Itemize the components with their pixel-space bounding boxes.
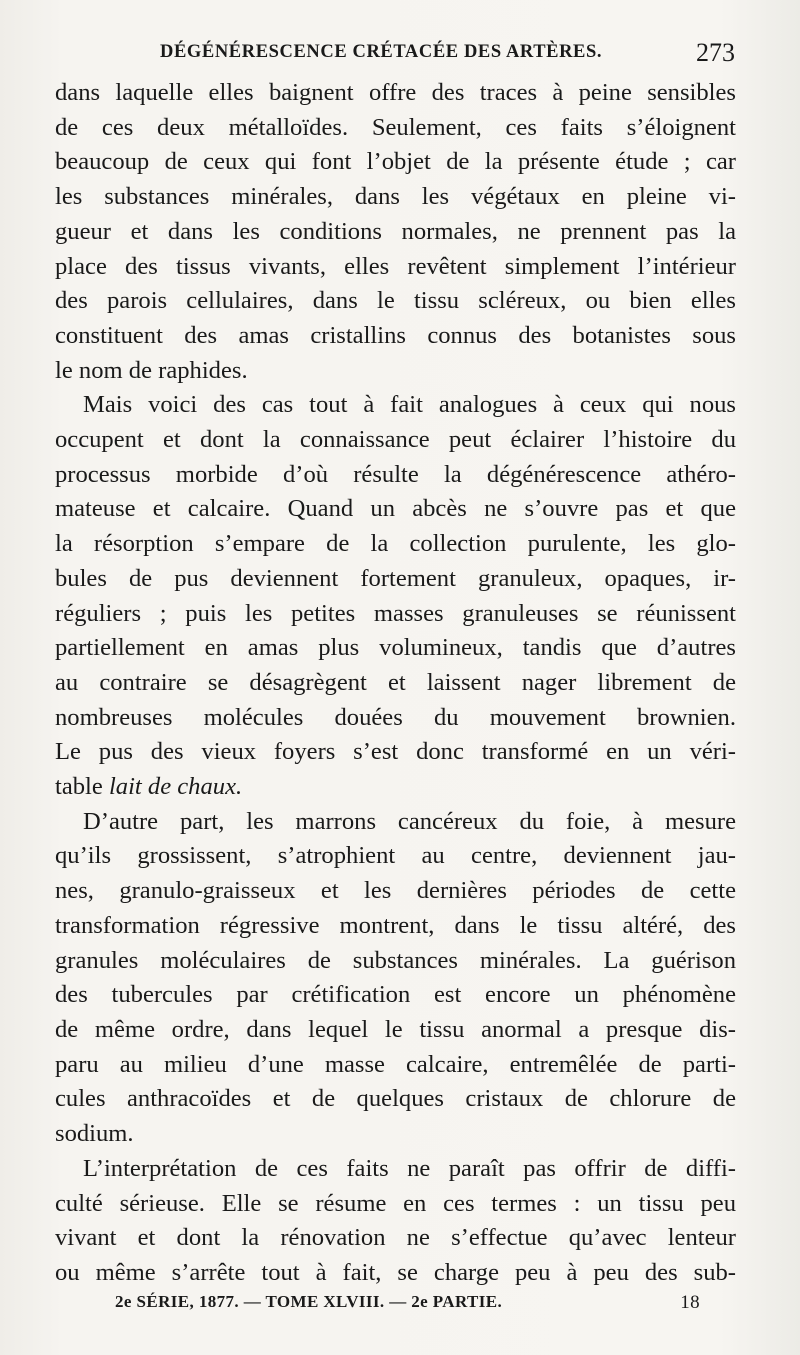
paragraph-4 [55, 1152, 736, 1291]
paragraph-3 [55, 805, 736, 1152]
text-line: granules moléculaires de substances minérales. La guérison [55, 946, 736, 974]
text-line: culté sérieuse. Elle se résume en ces termes : un tissu peu [55, 1189, 736, 1217]
signature-line: 2e SÉRIE, 1877. — TOME XLVIII. — 2e PARTIE. [115, 1292, 503, 1311]
text-line: beaucoup de ceux qui font l’objet de la présente étude ; car [55, 148, 736, 176]
text-line: Le pus des vieux foyers s’est donc transformé en un véri- [55, 738, 736, 766]
running-head-title: DÉGÉNÉRESCENCE CRÉTACÉE DES ARTÈRES. [160, 42, 603, 62]
italic-phrase: lait de chaux. [108, 773, 243, 801]
text-line [55, 770, 736, 805]
paragraph-1 [55, 76, 736, 388]
text-line: processus morbide d’où résulte la dégénérescence athéro- [55, 460, 736, 488]
text-line: gueur et dans les conditions normales, ne prennent pas la [55, 217, 736, 245]
text-line: bules de pus deviennent fortement granuleux, opaques, ir- [55, 564, 736, 592]
text-line: vivant et dont la rénovation ne s’effectue qu’avec lenteur [55, 1224, 736, 1252]
text-line: L’interprétation de ces faits ne paraît pas offrir de diffi- [83, 1154, 736, 1182]
text-line-start: table [55, 773, 109, 801]
text-line: Mais voici des cas tout à fait analogues à ceux qui nous [83, 391, 736, 419]
text-line: nombreuses molécules douées du mouvement brownien. [55, 703, 736, 731]
text-line: qu’ils grossissent, s’atrophient au centre, deviennent jau- [55, 842, 736, 870]
text-line: partiellement en amas plus volumineux, tandis que d’autres [55, 634, 736, 662]
text-line: constituent des amas cristallins connus des botanistes sous [55, 321, 736, 349]
text-line: de ces deux métalloïdes. Seulement, ces faits s’éloignent [55, 113, 736, 141]
page-number: 273 [696, 38, 735, 67]
text-line: des parois cellulaires, dans le tissu scléreux, ou bien elles [55, 287, 736, 315]
text-line: place des tissus vivants, elles revêtent simplement l’intérieur [55, 252, 736, 280]
text-line: au contraire se désagrègent et laissent nager librement de [55, 668, 736, 696]
text-line: paru au milieu d’une masse calcaire, entremêlée de parti- [55, 1050, 736, 1078]
body-text [55, 76, 736, 1291]
paragraph-2 [55, 388, 736, 804]
text-line: la résorption s’empare de la collection purulente, les glo- [55, 530, 736, 558]
running-head [55, 38, 735, 72]
text-line: transformation régressive montrent, dans le tissu altéré, des [55, 911, 736, 939]
text-line: réguliers ; puis les petites masses granuleuses se réunissent [55, 599, 736, 627]
text-line: mateuse et calcaire. Quand un abcès ne s’ouvre pas et que [55, 495, 736, 523]
page-footer [115, 1292, 700, 1320]
text-line: le nom de raphides. [55, 356, 248, 384]
text-line: sodium. [55, 1120, 134, 1148]
text-line: les substances minérales, dans les végétaux en pleine vi- [55, 183, 736, 211]
signature-mark: 18 [680, 1292, 700, 1313]
text-line: de même ordre, dans lequel le tissu anormal a presque dis- [55, 1015, 736, 1043]
text-line: cules anthracoïdes et de quelques cristaux de chlorure de [55, 1085, 736, 1113]
text-line: dans laquelle elles baignent offre des traces à peine sensibles [55, 79, 736, 106]
text-line: occupent et dont la connaissance peut éclairer l’histoire du [55, 426, 736, 454]
text-line: des tubercules par crétification est encore un phénomène [55, 981, 736, 1009]
text-line: ou même s’arrête tout à fait, se charge peu à peu des sub- [55, 1258, 736, 1286]
text-line: D’autre part, les marrons cancéreux du foie, à mesure [83, 807, 736, 835]
text-line: nes, granulo-graisseux et les dernières périodes de cette [55, 877, 736, 905]
